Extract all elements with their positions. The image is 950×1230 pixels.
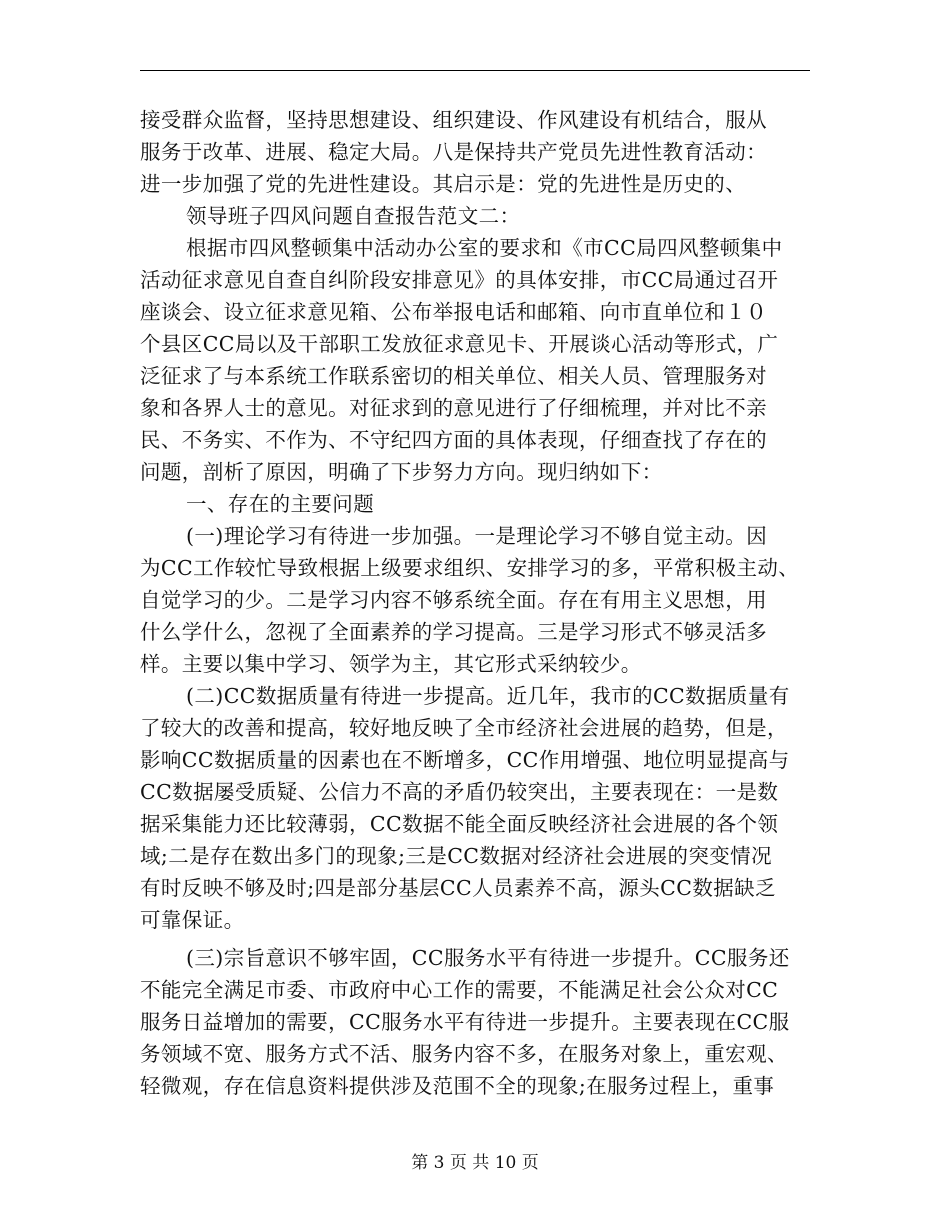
text-line: (三)宗旨意识不够牢固，CC服务水平有待进一步提升。CC服务还: [186, 946, 790, 970]
text-line: 领导班子四风问题自查报告范文二：: [186, 204, 521, 228]
text-line: 座谈会、设立征求意见箱、公布举报电话和邮箱、向市直单位和１０: [140, 300, 767, 324]
text-line: 自觉学习的少。二是学习内容不够系统全面。存在有用主义思想，用: [140, 588, 767, 612]
text-line: 根据市四风整顿集中活动办公室的要求和《市CC局四风整顿集中: [186, 236, 783, 260]
text-line: 轻微观，存在信息资料提供涉及范围不全的现象;在服务过程上，重事: [140, 1074, 775, 1098]
text-line: 服务于改革、进展、稳定大局。八是保持共产党员先进性教育活动：: [140, 140, 767, 164]
text-line: 务领域不宽、服务方式不活、服务内容不多，在服务对象上，重宏观、: [140, 1042, 788, 1066]
text-line: 域;二是存在数出多门的现象;三是CC数据对经济社会进展的突变情况: [140, 844, 772, 868]
text-line: 服务日益增加的需要，CC服务水平有待进一步提升。主要表现在CC服: [140, 1010, 790, 1034]
document-body: [140, 104, 810, 1102]
page-footer: 第 3 页 共 10 页: [411, 1153, 539, 1173]
text-line: 样。主要以集中学习、领学为主，其它形式采纳较少。: [140, 652, 642, 676]
text-line: 什么学什么，忽视了全面素养的学习提高。三是学习形式不够灵活多: [140, 620, 767, 644]
text-line: 泛征求了与本系统工作联系密切的相关单位、相关人员、管理服务对: [140, 364, 767, 388]
text-line: 为CC工作较忙导致根据上级要求组织、安排学习的多，平常积极主动、: [140, 556, 800, 580]
text-line: 接受群众监督，坚持思想建设、组织建设、作风建设有机结合，服从: [140, 108, 767, 132]
text-line: 影响CC数据质量的因素也在不断增多，CC作用增强、地位明显提高与: [140, 748, 790, 772]
text-line: 个县区CC局以及干部职工发放征求意见卡、开展谈心活动等形式，广: [140, 332, 779, 356]
text-line: CC数据屡受质疑、公信力不高的矛盾仍较突出，主要表现在：一是数: [140, 780, 779, 804]
text-line: (一)理论学习有待进一步加强。一是理论学习不够自觉主动。因: [186, 524, 768, 548]
text-line: 民、不务实、不作为、不守纪四方面的具体表现，仔细查找了存在的: [140, 428, 767, 452]
text-line: 有时反映不够及时;四是部分基层CC人员素养不高，源头CC数据缺乏: [140, 876, 776, 900]
text-line: 活动征求意见自查自纠阶段安排意见》的具体安排，市CC局通过召开: [140, 268, 779, 292]
header-rule: [140, 70, 810, 71]
paragraph-lines: [140, 104, 810, 1102]
text-line: 问题，剖析了原因，明确了下步努力方向。现归纳如下：: [140, 460, 663, 484]
text-line: (二)CC数据质量有待进一步提高。近几年，我市的CC数据质量有: [186, 684, 790, 708]
text-line: 一、存在的主要问题: [186, 492, 375, 516]
text-line: 可靠保证。: [140, 908, 245, 932]
text-line: 了较大的改善和提高，较好地反映了全市经济社会进展的趋势，但是，: [140, 716, 788, 740]
text-line: 象和各界人士的意见。对征求到的意见进行了仔细梳理，并对比不亲: [140, 396, 767, 420]
text-line: 不能完全满足市委、市政府中心工作的需要，不能满足社会公众对CC: [140, 978, 779, 1002]
text-line: 据采集能力还比较薄弱，CC数据不能全面反映经济社会进展的各个领: [140, 812, 779, 836]
text-line: 进一步加强了党的先进性建设。其启示是：党的先进性是历史的、: [140, 172, 747, 196]
